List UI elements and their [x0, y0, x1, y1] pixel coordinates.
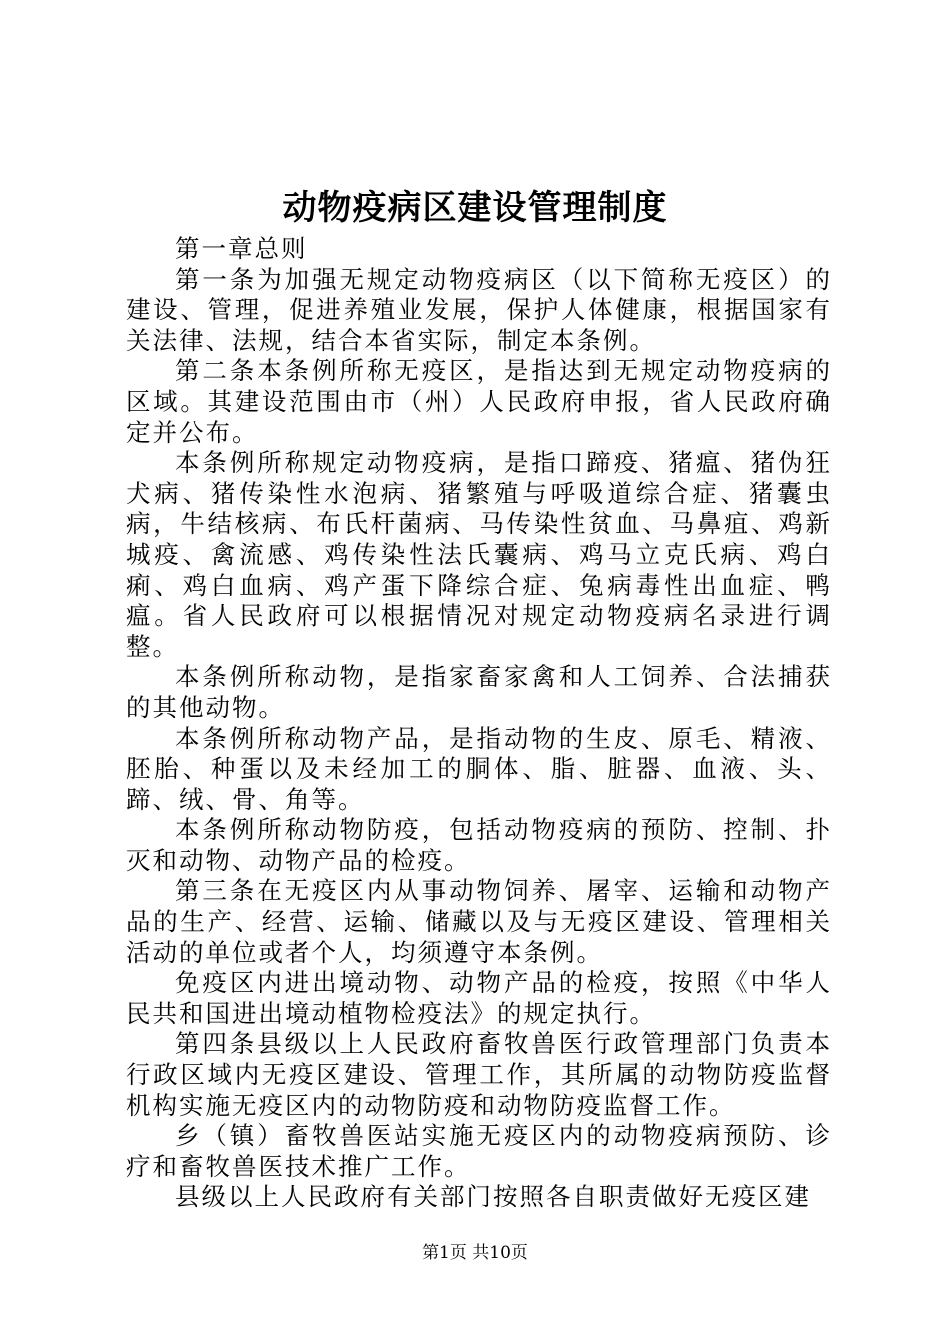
paragraph-departments: 县级以上人民政府有关部门按照各自职责做好无疫区建 [175, 1182, 811, 1212]
paragraph-product-definition: 本条例所称动物产品，是指动物的生皮、原毛、精液、胚胎、种蛋以及未经加工的胴体、脂、脏器、血液、头、蹄、绒、骨、角等。 [126, 723, 832, 814]
paragraph-disease-list: 本条例所称规定动物疫病，是指口蹄疫、猪瘟、猪伪狂犬病、猪传染性水泡病、猪繁殖与呼吸道综合症、猪囊虫病，牛结核病、布氏杆菌病、马传染性贫血、马鼻疽、鸡新城疫、禽流感、鸡传染性法氏囊病、鸡马立克氏病、鸡白痢、鸡白血病、鸡产蛋下降综合症、兔病毒性出血症、鸭瘟。省人民政府可以根据情况对规定动物疫病名录进行调整。 [126, 448, 832, 661]
page-number-footer: 第1页 共10页 [422, 1243, 528, 1263]
document-body [126, 234, 832, 1213]
paragraph-article-2: 第二条本条例所称无疫区，是指达到无规定动物疫病的区域。其建设范围由市（州）人民政府申报，省人民政府确定并公布。 [126, 356, 832, 447]
paragraph-chapter-heading: 第一章总则 [175, 234, 308, 263]
paragraph-animal-definition: 本条例所称动物，是指家畜家禽和人工饲养、合法捕获的其他动物。 [126, 662, 832, 722]
paragraph-township-station: 乡（镇）畜牧兽医站实施无疫区内的动物疫病预防、诊疗和畜牧兽医技术推广工作。 [126, 1121, 832, 1181]
paragraph-article-1: 第一条为加强无规定动物疫病区（以下简称无疫区）的建设、管理，促进养殖业发展，保护人体健康，根据国家有关法律、法规，结合本省实际，制定本条例。 [126, 264, 832, 355]
page-title: 动物疫病区建设管理制度 [282, 188, 668, 228]
paragraph-article-4: 第四条县级以上人民政府畜牧兽医行政管理部门负责本行政区域内无疫区建设、管理工作，其所属的动物防疫监督机构实施无疫区内的动物防疫和动物防疫监督工作。 [126, 1029, 832, 1120]
paragraph-prevention-definition: 本条例所称动物防疫，包括动物疫病的预防、控制、扑灭和动物、动物产品的检疫。 [126, 815, 832, 875]
paragraph-article-3: 第三条在无疫区内从事动物饲养、屠宰、运输和动物产品的生产、经营、运输、储藏以及与无疫区建设、管理相关活动的单位或者个人，均须遵守本条例。 [126, 876, 832, 967]
paragraph-border-quarantine: 免疫区内进出境动物、动物产品的检疫，按照《中华人民共和国进出境动植物检疫法》的规定执行。 [126, 968, 832, 1028]
